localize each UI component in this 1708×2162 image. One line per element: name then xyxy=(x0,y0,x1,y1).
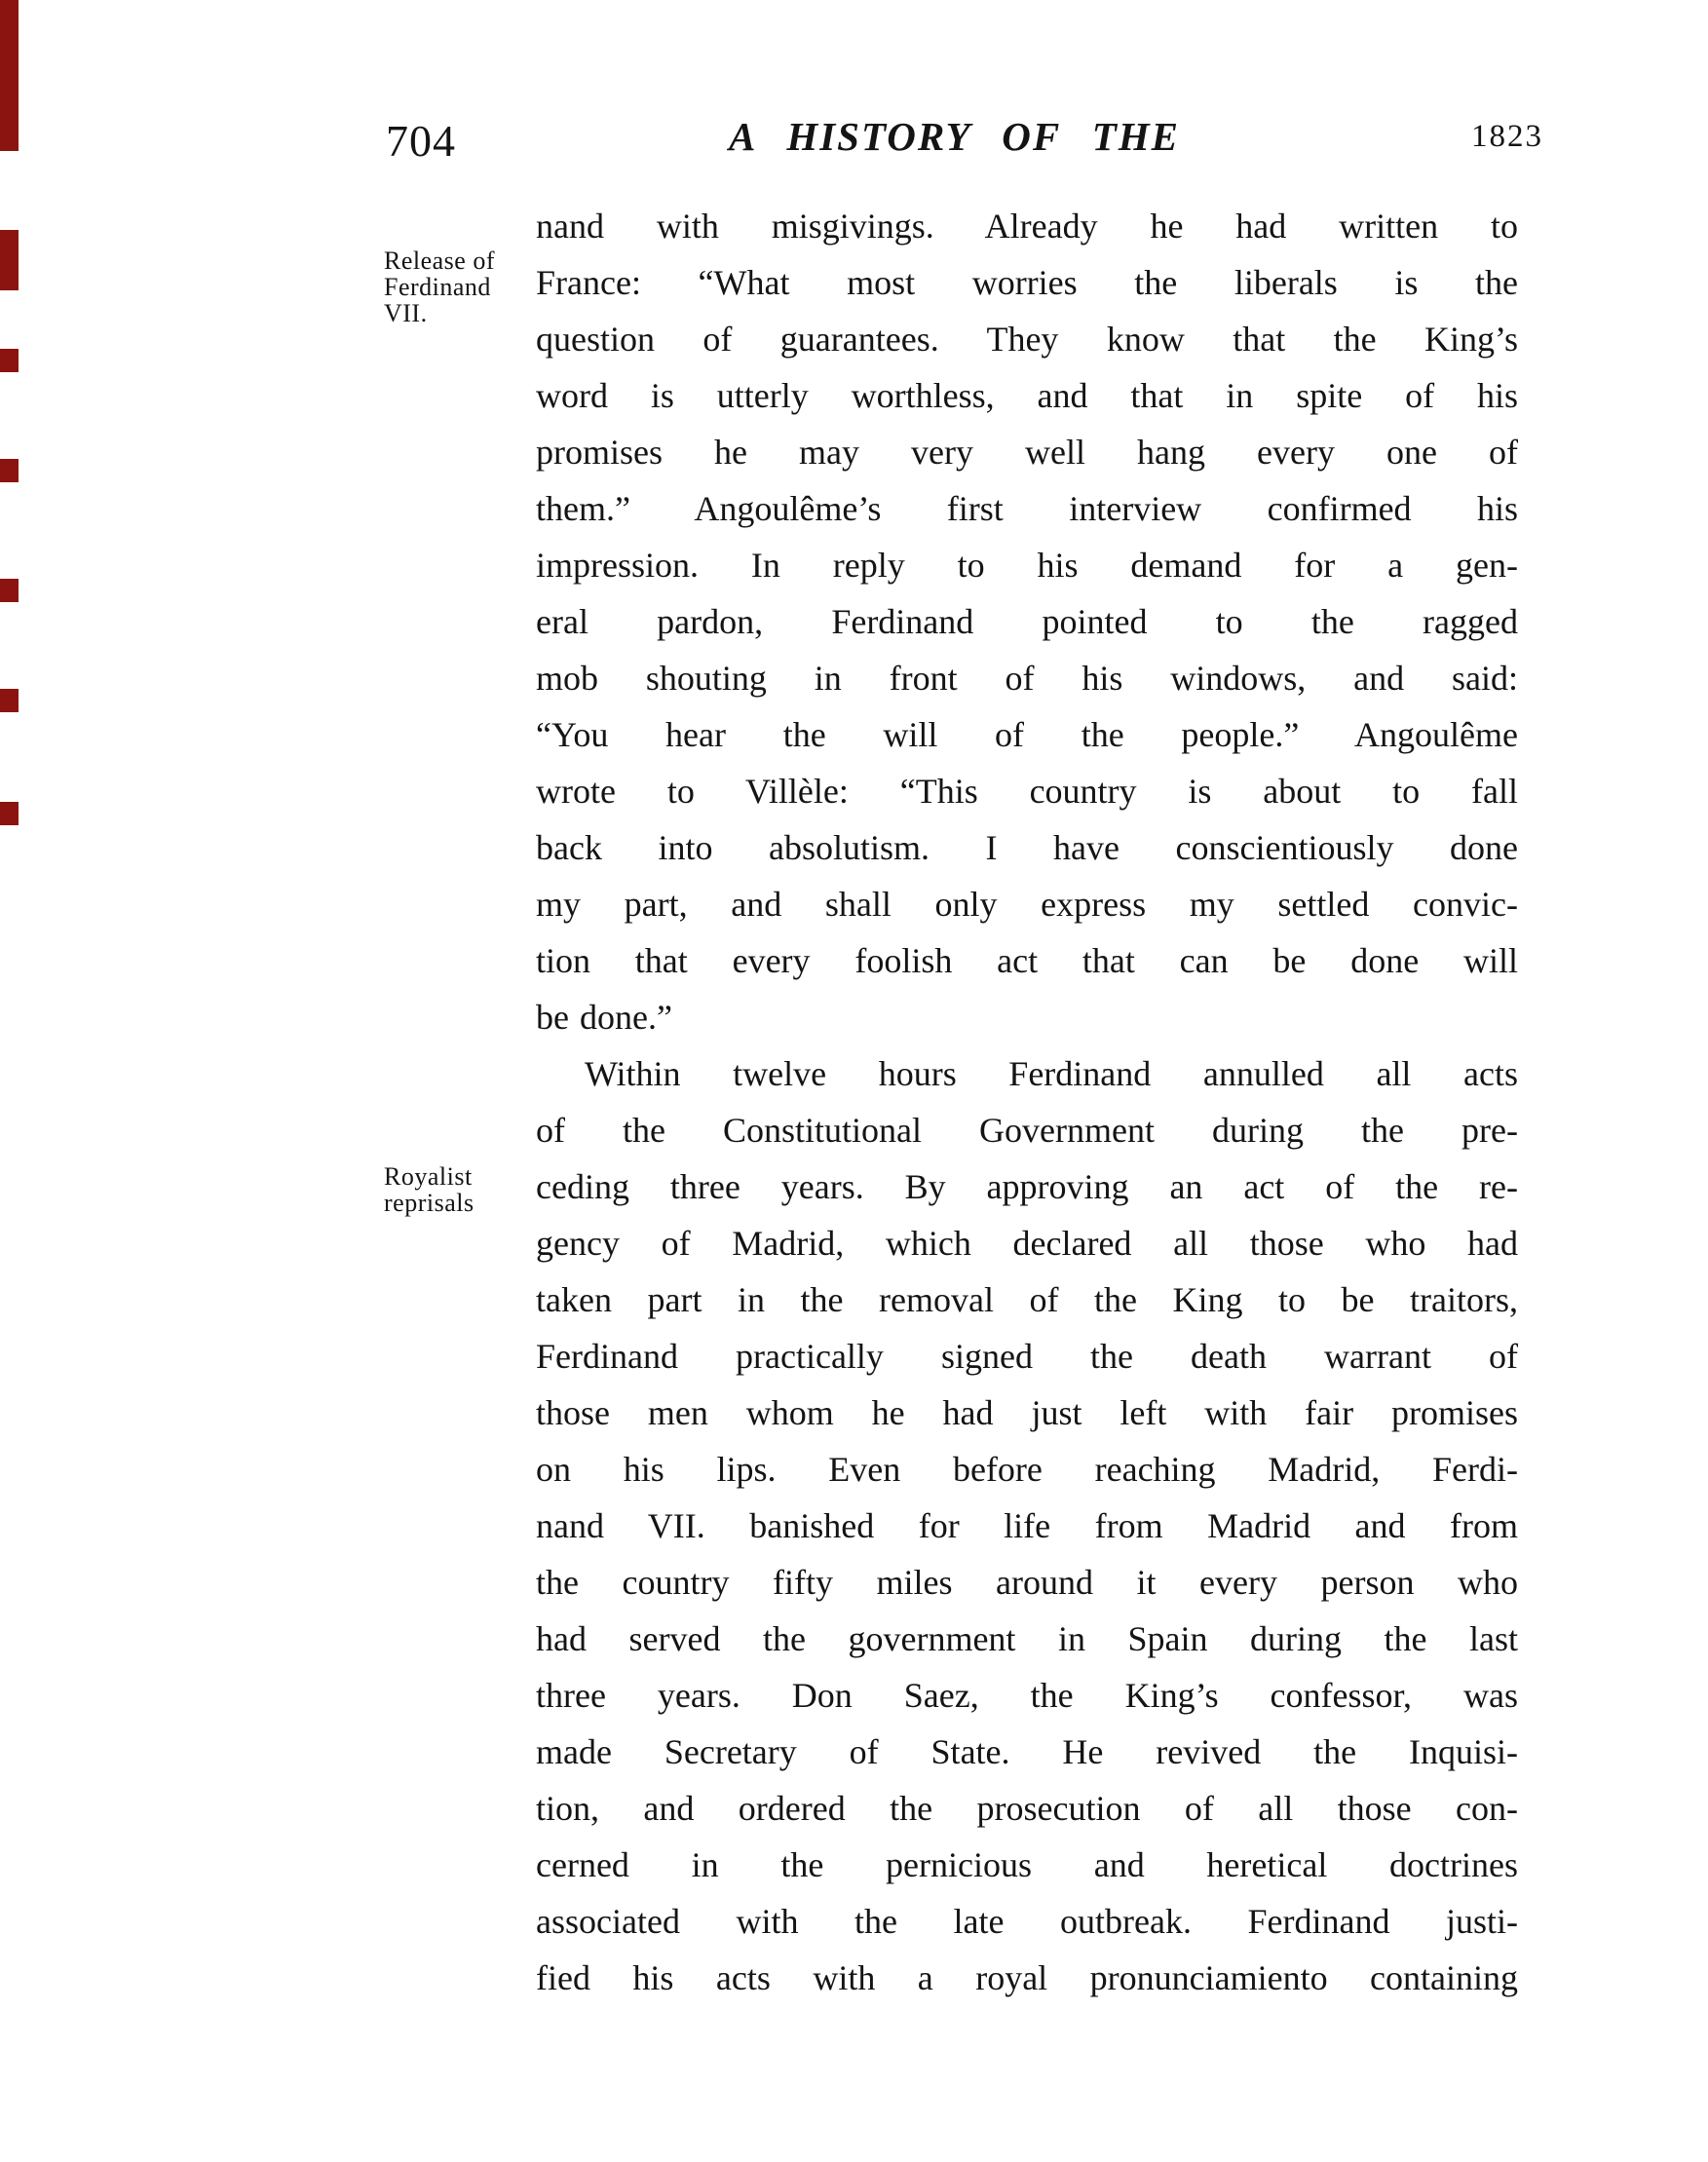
margin-note-release-of-ferdinand xyxy=(384,247,540,326)
page-number: 704 xyxy=(386,116,456,166)
body-line: on his lips. Even before reaching Madrid, Ferdi- xyxy=(536,1450,1518,1489)
scan-artifact-bar xyxy=(0,689,19,712)
body-line: them.” Angoulême’s first interview confirmed his xyxy=(536,489,1518,528)
body-line: France: “What most worries the liberals is the xyxy=(536,263,1518,302)
scan-artifact-bar xyxy=(0,0,19,151)
running-title: A HISTORY OF THE xyxy=(729,114,1181,159)
body-line: taken part in the removal of the King to be traitors, xyxy=(536,1280,1518,1319)
body-line: nand with misgivings. Already he had written to xyxy=(536,207,1518,246)
body-line: cerned in the pernicious and heretical doctrines xyxy=(536,1845,1518,1884)
body-line: Within twelve hours Ferdinand annulled all acts xyxy=(585,1054,1518,1093)
body-line: of the Constitutional Government during the pre- xyxy=(536,1111,1518,1150)
margin-note-line: reprisals xyxy=(384,1189,474,1217)
body-line: impression. In reply to his demand for a gen- xyxy=(536,546,1518,585)
body-line: promises he may very well hang every one of xyxy=(536,433,1518,472)
body-line: “You hear the will of the people.” Angoulême xyxy=(536,715,1518,754)
body-line: my part, and shall only express my settled convic- xyxy=(536,885,1518,924)
body-line: the country fifty miles around it every person who xyxy=(536,1563,1518,1602)
margin-note-line: Royalist xyxy=(384,1162,473,1191)
scan-artifact-bar xyxy=(0,802,19,825)
body-line: question of guarantees. They know that the King’s xyxy=(536,320,1518,359)
margin-year: 1823 xyxy=(1471,119,1543,154)
body-line: tion, and ordered the prosecution of all those con- xyxy=(536,1789,1518,1828)
margin-note-line: VII. xyxy=(384,299,428,327)
scan-artifact-bar xyxy=(0,579,19,602)
body-line: mob shouting in front of his windows, and said: xyxy=(536,659,1518,698)
margin-note-line: Release of xyxy=(384,247,496,275)
body-line: three years. Don Saez, the King’s confessor, was xyxy=(536,1676,1518,1715)
body-line: nand VII. banished for life from Madrid and from xyxy=(536,1506,1518,1545)
body-line: made Secretary of State. He revived the Inquisi- xyxy=(536,1732,1518,1771)
body-line: those men whom he had just left with fair promises xyxy=(536,1393,1518,1432)
body-line: word is utterly worthless, and that in spite of his xyxy=(536,376,1518,415)
scan-artifact-bar xyxy=(0,230,19,290)
scan-artifact-bar xyxy=(0,349,19,372)
body-line: tion that every foolish act that can be done will xyxy=(536,941,1518,980)
scan-artifact-bar xyxy=(0,459,19,482)
margin-note-royalist-reprisals xyxy=(384,1163,540,1216)
body-line: eral pardon, Ferdinand pointed to the ragged xyxy=(536,602,1518,641)
margin-note-line: Ferdinand xyxy=(384,273,491,301)
body-line: ceding three years. By approving an act of the re- xyxy=(536,1167,1518,1206)
body-line: wrote to Villèle: “This country is about to fall xyxy=(536,772,1518,811)
body-line: back into absolutism. I have conscientiously done xyxy=(536,828,1518,867)
body-line: had served the government in Spain during the last xyxy=(536,1619,1518,1658)
body-text xyxy=(536,198,1518,2006)
body-line: Ferdinand practically signed the death warrant of xyxy=(536,1337,1518,1376)
body-line: fied his acts with a royal pronunciamiento containing xyxy=(536,1958,1518,1997)
body-line: associated with the late outbreak. Ferdinand justi- xyxy=(536,1902,1518,1941)
body-line: be done.” xyxy=(536,998,672,1037)
body-line: gency of Madrid, which declared all those who had xyxy=(536,1224,1518,1263)
